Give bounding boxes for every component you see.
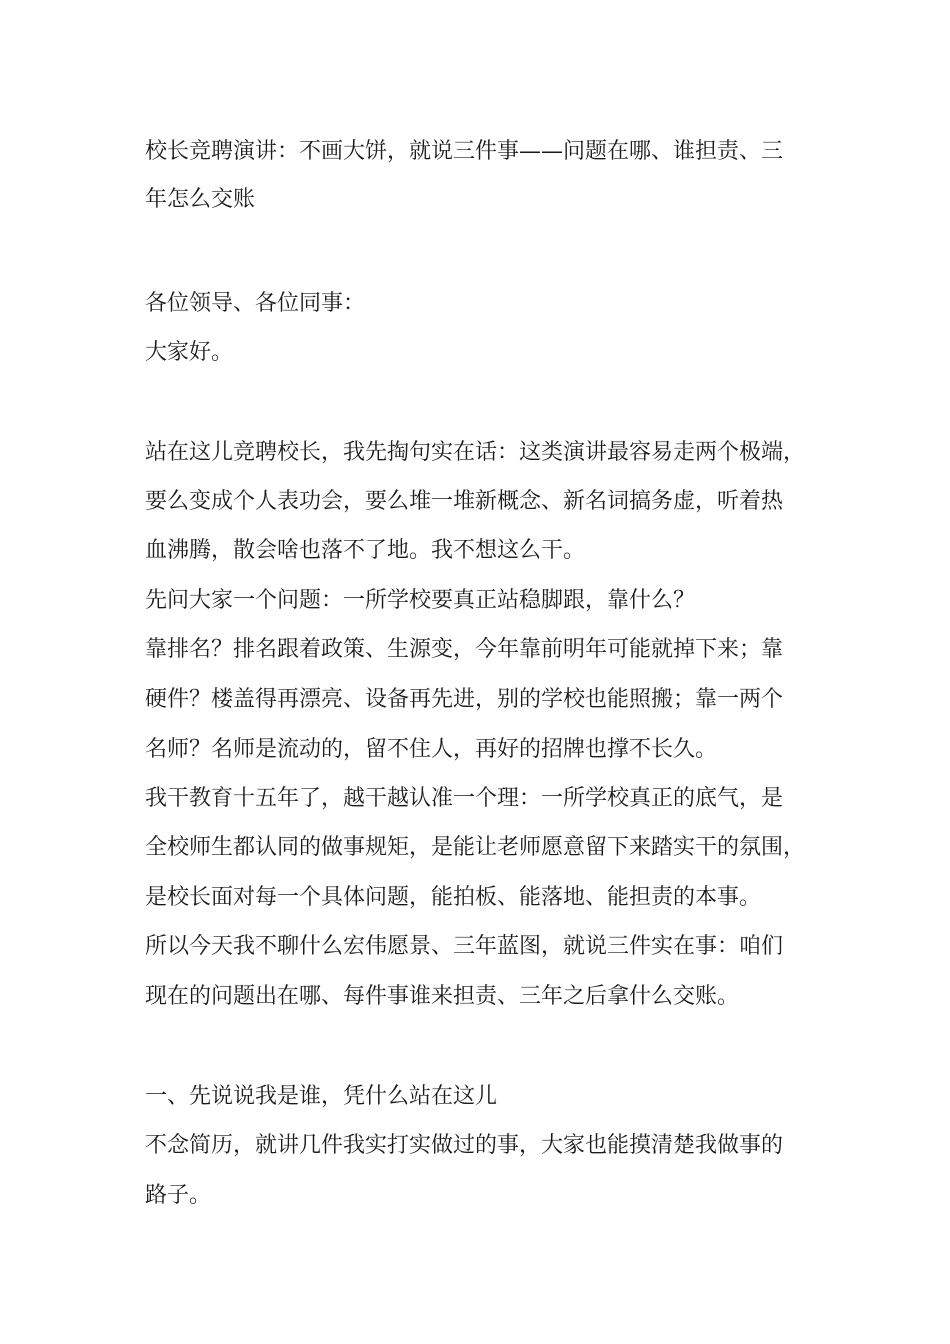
intro-line-3: 血沸腾，散会啥也落不了地。我不想这么干。 (145, 538, 586, 563)
belief-line-2: 全校师生都认同的做事规矩，是能让老师愿意留下来踏实干的氛围， (145, 835, 806, 860)
ranking-line-2: 硬件？楼盖得再漂亮、设备再先进，别的学校也能照搬；靠一两个 (145, 687, 784, 712)
belief-line-3: 是校长面对每一个具体问题，能拍板、能落地、能担责的本事。 (145, 885, 762, 910)
section-1-line-2: 路子。 (145, 1183, 212, 1208)
intro-line-1: 站在这儿竞聘校长，我先掏句实在话：这类演讲最容易走两个极端， (145, 440, 806, 465)
ranking-line-1: 靠排名？排名跟着政策、生源变，今年靠前明年可能就掉下来；靠 (145, 637, 784, 662)
greeting: 大家好。 (145, 340, 234, 365)
plan-line-2: 现在的问题出在哪、每件事谁来担责、三年之后拿什么交账。 (145, 984, 740, 1009)
section-1-line-1: 不念简历，就讲几件我实打实做过的事，大家也能摸清楚我做事的 (145, 1133, 784, 1158)
title-line-2: 年怎么交账 (145, 187, 256, 212)
title-line-1: 校长竞聘演讲：不画大饼，就说三件事——问题在哪、谁担责、三 (145, 139, 784, 164)
belief-line-1: 我干教育十五年了，越干越认准一个理：一所学校真正的底气，是 (145, 786, 784, 811)
salutation: 各位领导、各位同事： (145, 291, 366, 316)
plan-line-1: 所以今天我不聊什么宏伟愿景、三年蓝图，就说三件实在事：咱们 (145, 934, 784, 959)
intro-line-2: 要么变成个人表功会，要么堆一堆新概念、新名词搞务虚，听着热 (145, 489, 784, 514)
ranking-line-3: 名师？名师是流动的，留不住人，再好的招牌也撑不长久。 (145, 737, 718, 762)
question-line: 先问大家一个问题：一所学校要真正站稳脚跟，靠什么？ (145, 588, 696, 613)
section-1-heading: 一、先说说我是谁，凭什么站在这儿 (145, 1084, 498, 1109)
